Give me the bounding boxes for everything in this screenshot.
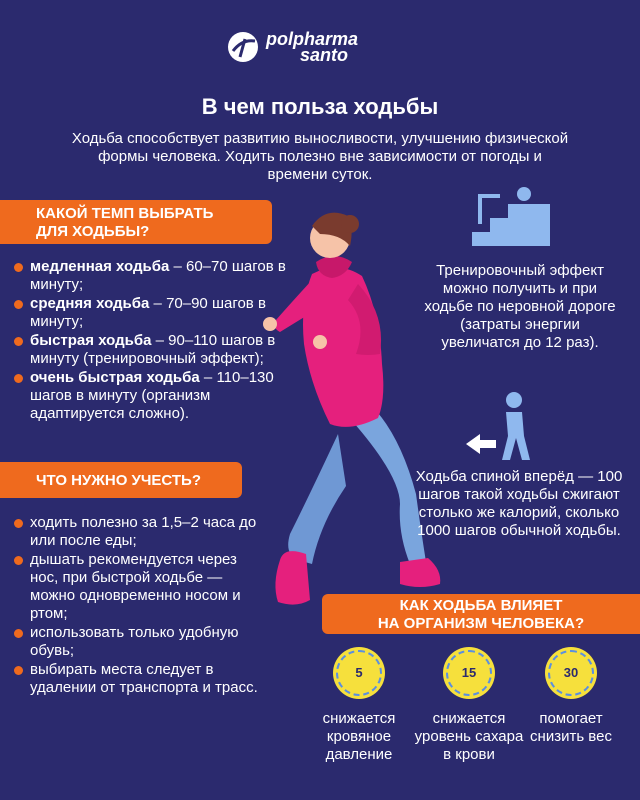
list-item: использовать только удобную обувь; xyxy=(14,624,264,660)
minutes-circle-icon: 15 xyxy=(446,650,492,696)
effects-banner-line1: КАК ХОДЬБА ВЛИЯЕТ xyxy=(399,597,563,614)
walking-backwards-icon xyxy=(466,390,538,462)
effect-label: снижается уровень сахара в крови xyxy=(414,710,524,763)
bullet-dot-icon xyxy=(14,374,23,383)
logo-mark-icon xyxy=(226,30,260,64)
consider-list xyxy=(14,514,264,698)
bullet-dot-icon xyxy=(14,263,23,272)
page-title: В чем польза ходьбы xyxy=(201,94,439,119)
effects-banner xyxy=(322,594,640,634)
logo-text-line1: polpharma xyxy=(266,29,359,49)
minutes-circle-icon: 30 xyxy=(548,650,594,696)
logo-text-line2: santo xyxy=(300,45,349,65)
stairs-climber-icon xyxy=(472,186,550,248)
minutes-circle-icon: 5 xyxy=(336,650,382,696)
bullet-dot-icon xyxy=(14,519,23,528)
effect-stat-weight xyxy=(516,650,626,746)
effect-stat-sugar xyxy=(414,650,524,764)
list-item: выбирать места следует в удалении от транспорта и трасс. xyxy=(14,661,264,697)
effect-label: снижается кровяное давление xyxy=(322,710,396,763)
list-item: быстрая ходьба – 90–110 шагов в минуту (тренировочный эффект); xyxy=(14,332,304,368)
list-item: средняя ходьба – 70–90 шагов в минуту; xyxy=(14,295,304,331)
fact-uneven-road: Тренировочный эффект можно получить и при ходьбе по неровной дороге (затраты энергии увеличатся до 12 раз). xyxy=(424,262,616,351)
effect-label: помогает снизить вес xyxy=(530,710,612,745)
bullet-dot-icon xyxy=(14,629,23,638)
bullet-dot-icon xyxy=(14,300,23,309)
list-item: очень быстрая ходьба – 110–130 шагов в минуту (организм адаптируется сложно). xyxy=(14,369,304,423)
list-item: ходить полезно за 1,5–2 часа до или после еды; xyxy=(14,514,264,550)
tempo-banner-line1: КАКОЙ ТЕМП ВЫБРАТЬ xyxy=(36,205,214,222)
fact-backwards-walking: Ходьба спиной вперёд — 100 шагов такой ходьбы сжигают столько же калорий, сколько 1000 шагов обычной ходьбы. xyxy=(415,468,623,539)
intro-text: Ходьба способствует развитию выносливости, улучшению физической формы человека. Ходить полезно вне зависимости от погоды и времени суток. xyxy=(71,130,569,183)
bullet-dot-icon xyxy=(14,556,23,565)
tempo-list xyxy=(14,258,304,424)
bullet-dot-icon xyxy=(14,337,23,346)
effects-banner-line2: НА ОРГАНИЗМ ЧЕЛОВЕКА? xyxy=(377,615,585,632)
consider-banner: ЧТО НУЖНО УЧЕСТЬ? xyxy=(0,462,242,498)
list-item: дышать рекомендуется через нос, при быстрой ходьбе — можно одновременно носом и ртом; xyxy=(14,551,264,623)
tempo-banner xyxy=(0,200,272,244)
bullet-dot-icon xyxy=(14,666,23,675)
list-item: медленная ходьба – 60–70 шагов в минуту; xyxy=(14,258,304,294)
tempo-banner-line2: ДЛЯ ХОДЬБЫ? xyxy=(36,223,150,240)
brand-logo xyxy=(226,30,358,64)
effect-stat-pressure xyxy=(304,650,414,764)
